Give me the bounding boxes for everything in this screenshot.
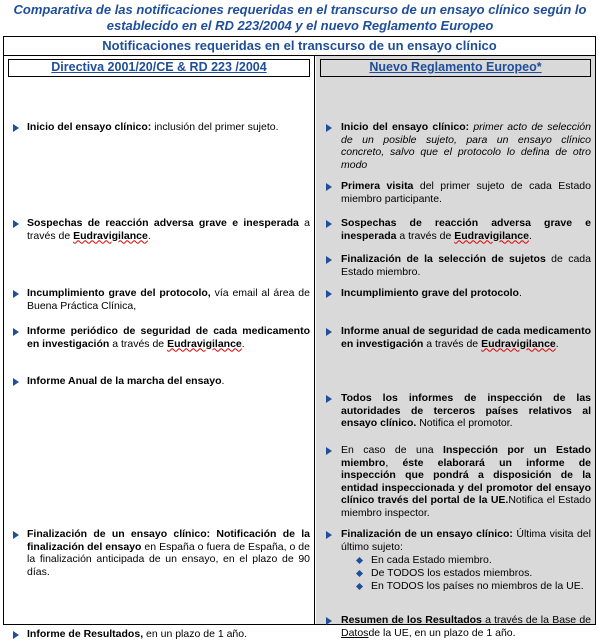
arrow-bullet-icon [13, 378, 19, 386]
list-item: Incumplimiento grave del protocolo, vía email al área de Buena Práctica Clínica, [27, 287, 310, 312]
comparison-table [3, 36, 596, 640]
list-item: Informe anual de seguridad de cada medicamento en investigación a través de Eudravigilance. [341, 325, 591, 350]
left-column [4, 56, 315, 640]
arrow-bullet-icon [13, 290, 19, 298]
arrow-bullet-icon [326, 531, 332, 539]
list-item: Inicio del ensayo clínico: primer acto de selección de un posible sujeto, para un ensayo clínico concreto, salvo que el protocolo lo defina de otro modo [341, 121, 591, 171]
list-item: Inicio del ensayo clínico: inclusión del primer sujeto. [27, 121, 279, 133]
arrow-bullet-icon [326, 220, 332, 228]
list-item: Primera visita del primer sujeto de cada Estado miembro participante. [341, 180, 591, 205]
diamond-bullet-icon [356, 557, 363, 564]
list-item: Informe Anual de la marcha del ensayo. [27, 375, 225, 387]
arrow-bullet-icon [326, 290, 332, 298]
list-item: En caso de una Inspección por un Estado miembro, éste elaborará un informe de inspección que pondrá a disposición de la entidad inspeccionada y del promotor del ensayo clínico través del portal de la UE.Notifica el Estado miembro inspector. [341, 444, 592, 519]
list-item: Finalización de la selección de sujetos de cada Estado miembro. [341, 253, 591, 278]
arrow-bullet-icon [326, 617, 332, 625]
arrow-bullet-icon [326, 328, 332, 336]
list-item: Todos los informes de inspección de las autoridades de terceros países relativos al ensayo clínico. Notifica el promotor. [341, 392, 591, 429]
arrow-bullet-icon [13, 631, 19, 639]
database-link[interactable]: Base de Datos [341, 614, 591, 639]
list-item: Finalización de un ensayo clínico: Notificación de la finalización del ensayo en España o fuera de España, o de la finalización anticipada de un ensayo, en el plazo de 90 días. [27, 528, 310, 578]
table-header: Notificaciones requeridas en el transcurso de un ensayo clínico [4, 37, 595, 56]
list-item: Finalización de un ensayo clínico: Última visita del último sujeto: [341, 528, 591, 553]
arrow-bullet-icon [326, 447, 332, 455]
right-column-heading: Nuevo Reglamento Europeo* [320, 59, 591, 77]
arrow-bullet-icon [326, 395, 332, 403]
arrow-bullet-icon [326, 124, 332, 132]
sub-list-item: En cada Estado miembro. [371, 554, 492, 566]
arrow-bullet-icon [13, 531, 19, 539]
list-item: Incumplimiento grave del protocolo. [341, 287, 522, 299]
arrow-bullet-icon [326, 183, 332, 191]
diamond-bullet-icon [356, 570, 363, 577]
arrow-bullet-icon [13, 124, 19, 132]
left-column-heading: Directiva 2001/20/CE & RD 223 /2004 [8, 59, 310, 77]
arrow-bullet-icon [13, 328, 19, 336]
page-title: Comparativa de las notificaciones requeridas en el transcurso de un ensayo clínico según lo establecido en el RD 223/2004 y el nuevo Reglamento Europeo [13, 2, 587, 33]
arrow-bullet-icon [326, 256, 332, 264]
list-item: Informe periódico de seguridad de cada medicamento en investigación a través de Eudravigilance. [27, 325, 310, 350]
list-item: Sospechas de reacción adversa grave e inesperada a través de Eudravigilance. [341, 217, 591, 242]
list-item: Resumen de los Resultados a través de la Base de Datosde la UE, en un plazo de 1 año. [341, 614, 591, 639]
sub-list-item: De TODOS los estados miembros. [371, 567, 533, 579]
list-item: Sospechas de reacción adversa grave e inesperada a través de Eudravigilance. [27, 217, 310, 242]
arrow-bullet-icon [13, 220, 19, 228]
list-item: Informe de Resultados, en un plazo de 1 año. [27, 628, 248, 640]
sub-list-item: En TODOS los países no miembros de la UE. [371, 580, 584, 592]
diamond-bullet-icon [356, 583, 363, 590]
right-column [316, 56, 595, 639]
